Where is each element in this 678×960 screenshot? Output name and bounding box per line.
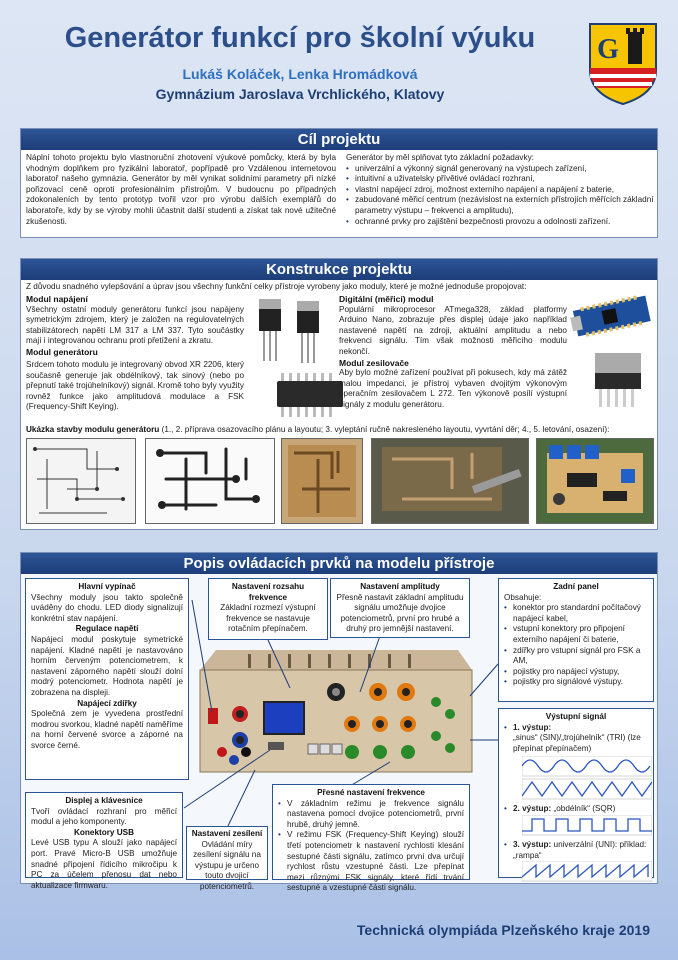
requirement-item: • ochranné prvky pro zajištění bezpečnosti provozu a odolnosti zařízení. — [346, 217, 654, 228]
regulace-text: Napájecí modul poskytuje symetrické napájení. Kladné napětí je nastavováno horním červeným potenciometrem, k nastavení záporného napětí slouží dolní modrý potenciometr. Hodnota napětí je zobrazena na displeji. — [31, 634, 183, 697]
zadni-box — [498, 578, 654, 702]
cil-right-intro: Generátor by měl splňovat tyto základní požadavky: — [346, 153, 534, 162]
hlavni-box — [25, 578, 189, 780]
requirement-item: • intuitivní a uživatelsky přívětivé ovládací rozhraní, — [346, 174, 654, 185]
displej-box — [25, 792, 183, 890]
poster-title: Generátor funkcí pro školní výuku — [64, 22, 536, 54]
usb-title: Konektory USB — [73, 827, 135, 837]
vystup3-label: 3. výstup: — [513, 840, 552, 850]
zesil-text: Aby bylo možné zařízení používat při pokusech, kdy má zátěž malou impedanci, je přístroj vybaven dvojitým výkonovým operačním zesilovačem L 272. Ten výkonově posílí výstupní signály z modulu generátoru. — [339, 368, 567, 409]
amplituda-text: Přesně nastavit základní amplitudu signálu umožňuje dvojice potenciometrů, první pro hrubé a druhý pro jemnější nastavení. — [336, 592, 464, 634]
requirement-item: • vlastní napájecí zdroj, možnost externího napájení a napájení z baterie, — [346, 185, 654, 196]
vystupni-title: Výstupní signál — [545, 712, 607, 721]
ukazka-caption — [26, 425, 654, 436]
rozsah-box — [208, 578, 328, 640]
logo-letter: G — [597, 34, 619, 65]
amplituda-title: Nastavení amplitudy — [360, 582, 440, 591]
napajeni-section — [26, 294, 244, 358]
vystup2-label: 2. výstup: — [513, 803, 552, 813]
cil-requirements — [346, 153, 654, 227]
hlavni-text: Všechny moduly jsou takto společně uváděny do chodu. LED diody signalizují konkrétní stav napájení. — [31, 592, 183, 623]
build-photo-5 — [536, 438, 654, 524]
vystup1-label: 1. výstup: — [513, 722, 552, 732]
build-photo-2 — [145, 438, 275, 524]
zadni-item: • zdířky pro vstupní signál pro FSK a AM, — [504, 646, 648, 667]
school-name: Gymnázium Jaroslava Vrchlického, Klatovy — [155, 86, 445, 102]
zadni-item: • vstupní konektory pro připojení externího napájení či baterie, — [504, 624, 648, 645]
presne-box — [272, 784, 470, 893]
presne-title: Přesné nastavení frekvence — [317, 788, 425, 797]
rozsah-title: Nastavení rozsahu frekvence — [231, 582, 305, 602]
zesileni-box — [186, 826, 268, 891]
zadni-title: Zadní panel — [553, 582, 599, 591]
hlavni-title: Hlavní vypínač — [78, 582, 136, 591]
zadni-item: • pojistky pro napájecí výstupy, — [504, 667, 648, 678]
konstrukce-heading: Konstrukce projektu — [21, 259, 657, 280]
zdirky-title: Napájecí zdířky — [77, 698, 137, 708]
zadni-item: • pojistky pro signálové výstupy. — [504, 677, 648, 688]
displej-text: Tvoří ovládací rozhraní pro měřicí modul a jeho komponenty. — [31, 806, 177, 827]
regulace-title: Regulace napětí — [75, 624, 139, 634]
presne-item: • V režimu FSK (Frequency-Shift Keying) slouží třetí potenciometr k nastavení rychlosti klesání sestupné části signálu, zatímco první dva určují rychlost růstu vzestupné části. Lze přepínat mezi různými FSK signály, které řídí trvání sestupné a vzestupné části signálu. — [278, 830, 464, 894]
ramp-waveform — [522, 861, 652, 883]
digital-section — [339, 294, 567, 411]
amplituda-box — [330, 578, 470, 638]
voltage-regulators-image — [249, 297, 339, 367]
build-photo-3 — [281, 438, 363, 524]
generator-text: Srdcem tohoto modulu je integrovaný obvod XR 2206, který současně generuje jak obdélníkový, tak sinový (nebo po přepnutí také trojúhelníkový) signál. Kromě toho byly využity rovněž funkce jako amplitudová modulace a FSK (Frequency-Shift Keying). — [26, 360, 244, 412]
napajeni-title: Modul napájení — [26, 294, 88, 304]
generator-title: Modul generátoru — [26, 346, 98, 357]
ukazka-title: Ukázka stavby modulu generátoru — [26, 425, 160, 434]
sine-triangle-waveforms — [522, 756, 652, 800]
requirement-item: • univerzální a výkonný signál generovaný na výstupech zařízení, — [346, 164, 654, 175]
device-model-image — [188, 640, 478, 780]
cil-panel — [20, 128, 658, 238]
usb-text: Levé USB typu A slouží jako napájecí port. Pravé Micro-B USB umožňuje snadné připojení řídicího mikročipu k PC za účelem přenosu dat nebo aktualizace firmwaru. — [31, 838, 177, 890]
square-waveform — [522, 815, 652, 837]
rozsah-text: Základní rozmezí výstupní frekvence se nastavuje rotačním přepínačem. — [220, 603, 316, 634]
digital-text: Populární mikroprocesor ATmega328, základ platformy Arduino Nano, zobrazuje přes displej údaje jako například nastavené napětí na zdroji, aktuální amplitudu a nebo frekvenci signálu. Tím však možnosti měřicího modulu nekončí. — [339, 304, 567, 356]
konstrukce-intro: Z důvodu snadného vylepšování a úprav jsou všechny funkční celky přístroje vyrobeny jako moduly, které je možné jednoduše propojovat: — [26, 282, 527, 291]
l272-amplifier-image — [587, 349, 649, 409]
vystup3-text: univerzální (UNI): příklad: „rampa“ — [513, 840, 647, 860]
arduino-nano-image — [569, 289, 655, 345]
authors: Lukáš Koláček, Lenka Hromádková — [182, 66, 418, 82]
vystup2-text: „obdélník“ (SQR) — [551, 803, 616, 813]
cil-left-text: Náplní tohoto projektu bylo vlastnoruční zhotovení výukové pomůcky, která by byla vhodným doplňkem pro fyzikální laboratoř, popřípadě pro Vzdálenou internetovou laboratoř našeho gymnázia. Generátor by měl vynikat solidními parametry při nízké pořizovací ceně oproti profesionálním přístrojům. V budoucnu po případných zdokonaleních by tento prototyp tvořil vzor pro výrobu dalších exemplářů do laboratoře, kdy by se výroby mohli účastnit další studenti a získat tak nové užitečné zkušenosti. — [26, 153, 336, 226]
zesileni-title: Nastavení zesílení — [191, 829, 263, 838]
zesileni-text: Ovládání míry zesílení signálu na výstupu je určeno touto dvojicí potenciometrů. — [193, 839, 261, 891]
vystupni-box — [498, 708, 654, 878]
requirement-item: • zabudované měřicí centrum (nezávislost na externích přístrojích měřících základní parametry výstupu – frekvenci a amplitudu), — [346, 195, 654, 216]
build-photo-4 — [371, 438, 529, 524]
zadni-item: • konektor pro standardní počítačový napájecí kabel, — [504, 603, 648, 624]
build-photo-1 — [26, 438, 136, 524]
school-logo — [588, 22, 658, 106]
zadni-intro: Obsahuje: — [504, 592, 542, 602]
vystup1-text: „sinus“ (SIN)/„trojúhelník“ (TRI) (lze přepínat přepínačem) — [513, 733, 641, 753]
presne-item: • V základním režimu je frekvence signálu nastavena pomocí dvojice potenciometrů, první hrubě, druhý jemně. — [278, 799, 464, 831]
konstrukce-panel — [20, 258, 658, 530]
digital-title: Digitální (měřicí) modul — [339, 294, 434, 304]
cil-heading: Cíl projektu — [21, 129, 657, 150]
footer-text: Technická olympiáda Plzeňského kraje 2019 — [356, 922, 650, 938]
popis-heading: Popis ovládacích prvků na modelu přístroje — [21, 553, 657, 574]
ukazka-text: (1., 2. příprava osazovacího plánu a layoutu; 3. vyleptání ručně nakresleného layoutu, vyvrtání děr; 4., 5. letování, osazení): — [159, 425, 610, 434]
zesil-title: Modul zesilovače — [339, 357, 409, 368]
zdirky-text: Společná zem je vyvedena prostřední modrou svorkou, kladné napětí naměříme na horní červené svorce a záporné na svorce černé. — [31, 709, 183, 750]
napajeni-text: Všechny ostatní moduly generátoru funkcí jsou napájeny symetrickým zdrojem, který je založen na regulovatelných stabilizátorech napětí LM 317 a LM 337. Tyto součástky mají i integrovanou ochranu proti přetížení a zkratu. — [26, 304, 244, 346]
displej-title: Displej a klávesnice — [65, 796, 143, 805]
